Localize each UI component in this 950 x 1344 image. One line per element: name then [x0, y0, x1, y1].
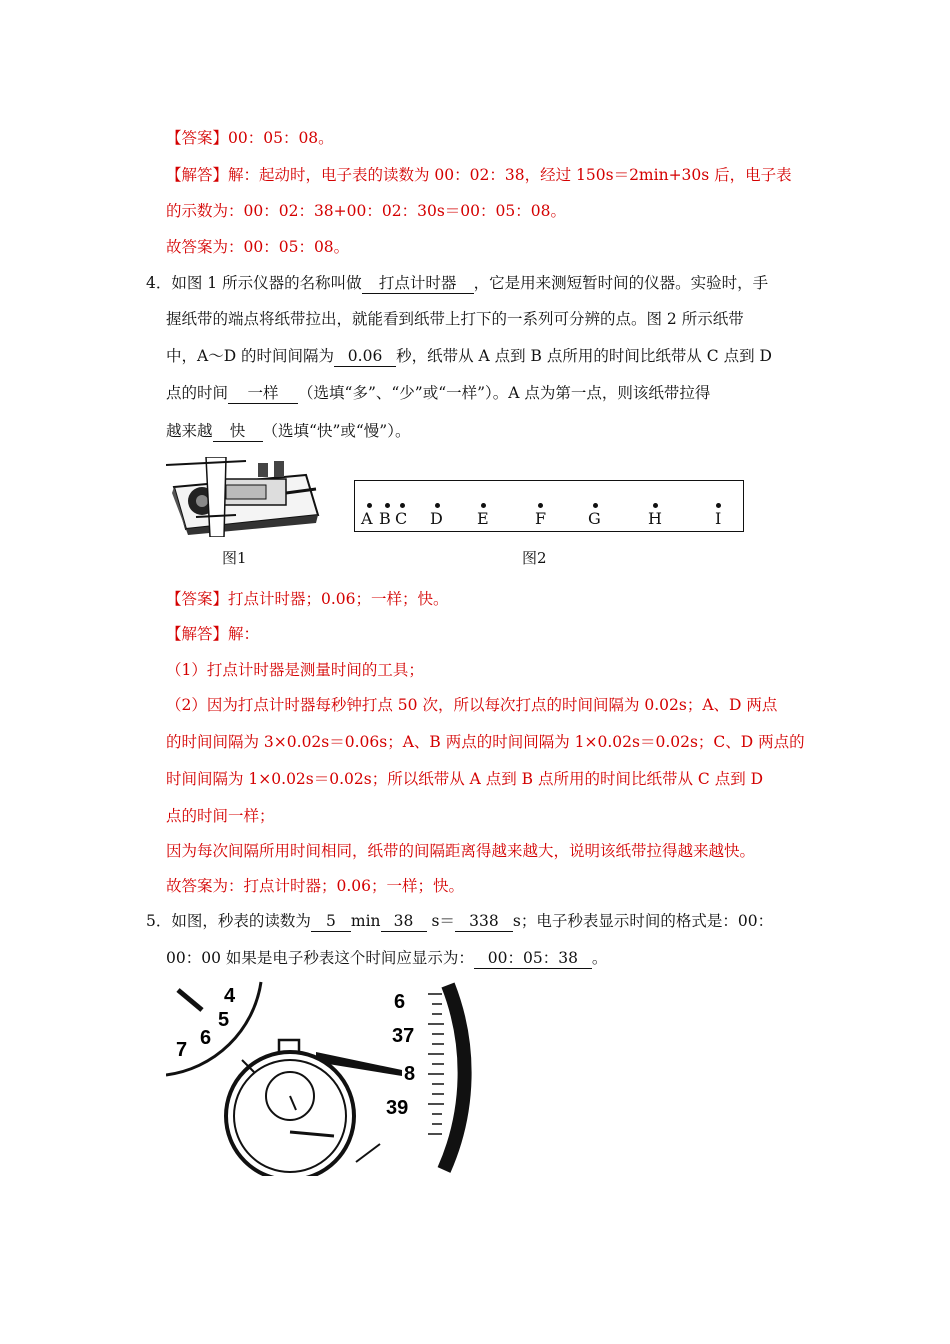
q3-solution-line1: 【解答】解：起动时，电子表的读数为 00：02：38，经过 150s＝2min+30s 后，电子表 — [166, 166, 792, 184]
q5-text: 。 — [591, 949, 608, 967]
tape-dot — [481, 503, 486, 508]
q4-answer: 【答案】打点计时器；0.06；一样；快。 — [166, 590, 449, 608]
q5-blank-min: 5 — [311, 911, 351, 932]
q4-solution-2-line4: 点的时间一样； — [166, 807, 275, 825]
q4-solution-head: 【解答】解： — [166, 625, 260, 643]
q5-unit: s＝ — [431, 912, 455, 930]
q4-line4 — [166, 383, 710, 404]
q5-line1 — [146, 911, 773, 932]
q4-text: （选填“快”或“慢”）。 — [262, 422, 411, 440]
tape-label-b: B — [379, 509, 391, 528]
q5-text: s；电子秒表显示时间的格式是：00： — [512, 912, 774, 930]
q4-text: 越来越 — [166, 422, 213, 440]
fig1-caption: 图1 — [222, 549, 247, 567]
q4-line3 — [166, 346, 772, 367]
q4-blank-compare: 一样 — [228, 383, 298, 404]
q5-text: 00：00 如果是电子秒表这个时间应显示为： — [166, 949, 474, 967]
tape-dot — [593, 503, 598, 508]
q4-text: （选填“多”、“少”或“一样”）。A 点为第一点，则该纸带拉得 — [298, 384, 711, 402]
dial-large-39: 39 — [386, 1097, 409, 1119]
tape-dot — [538, 503, 543, 508]
q5-text: 5．如图，秒表的读数为 — [146, 912, 311, 930]
q4-text: ，它是用来测短暂时间的仪器。实验时，手 — [473, 274, 769, 292]
q4-line1 — [146, 273, 768, 294]
tape-label-c: C — [395, 509, 408, 528]
q4-solution-2-line1: （2）因为打点计时器每秒钟打点 50 次，所以每次打点的时间间隔为 0.02s；A、D 两点 — [166, 696, 778, 714]
tape-label-a: A — [361, 509, 373, 528]
q5-unit: min — [350, 912, 381, 930]
tape-label-f: F — [535, 509, 547, 528]
dial-small-7: 7 — [176, 1039, 188, 1061]
tape-dot — [400, 503, 405, 508]
q4-blank-instrument: 打点计时器 — [362, 273, 474, 294]
q4-solution-3: 因为每次间隔所用时间相同，纸带的间隔距离得越来越大，说明该纸带拉得越来越快。 — [166, 842, 756, 860]
tape-label-i: I — [715, 509, 722, 528]
q3-solution-line2: 的示数为：00：02：38+00：02：30s＝00：05：08。 — [166, 202, 566, 220]
tape-dot — [653, 503, 658, 508]
q5-blank-sec: 38 — [381, 911, 427, 932]
stopwatch-figure — [166, 980, 476, 1176]
q5-blank-total: 338 — [455, 911, 513, 932]
tape-dot — [385, 503, 390, 508]
tape-label-d: D — [430, 509, 443, 528]
dial-large-8: 8 — [404, 1063, 416, 1085]
fig2-caption: 图2 — [522, 549, 547, 567]
tape-dot — [367, 503, 372, 508]
dial-large-6: 6 — [394, 991, 406, 1013]
dial-small-4: 4 — [224, 985, 236, 1007]
q4-text: 点的时间 — [166, 384, 229, 402]
q4-text: 4．如图 1 所示仪器的名称叫做 — [146, 274, 362, 292]
q5-line2 — [166, 948, 607, 969]
q4-text: 中，A～D 的时间间隔为 — [166, 347, 335, 365]
tape-dot — [435, 503, 440, 508]
ticker-timer-figure — [166, 457, 322, 537]
q3-conclusion: 故答案为：00：05：08。 — [166, 238, 350, 256]
dial-small-5: 5 — [218, 1009, 230, 1031]
dial-small-6: 6 — [200, 1027, 212, 1049]
tape-label-h: H — [648, 509, 662, 528]
q4-blank-interval: 0.06 — [334, 346, 396, 367]
q4-line2: 握纸带的端点将纸带拉出，就能看到纸带上打下的一系列可分辨的点。图 2 所示纸带 — [166, 310, 744, 328]
paper-tape — [354, 480, 744, 532]
dial-large-37: 37 — [392, 1025, 415, 1047]
tape-label-g: G — [588, 509, 601, 528]
q3-answer: 【答案】00：05：08。 — [166, 129, 334, 147]
q4-text: 秒，纸带从 A 点到 B 点所用的时间比纸带从 C 点到 D — [396, 347, 772, 365]
q4-solution-2-line3: 时间间隔为 1×0.02s＝0.02s；所以纸带从 A 点到 B 点所用的时间比纸带从 C 点到 D — [166, 770, 764, 788]
q4-solution-1: （1）打点计时器是测量时间的工具； — [166, 661, 424, 679]
tape-dot — [716, 503, 721, 508]
q4-solution-2-line2: 的时间间隔为 3×0.02s＝0.06s；A、B 两点的时间间隔为 1×0.02s＝0.02s；C、D 两点的 — [166, 733, 805, 751]
q4-blank-speed: 快 — [213, 421, 263, 442]
q5-blank-display: 00：05：38 — [474, 948, 592, 969]
q4-conclusion: 故答案为：打点计时器；0.06；一样；快。 — [166, 877, 465, 895]
q4-line5 — [166, 421, 410, 442]
tape-label-e: E — [477, 509, 489, 528]
